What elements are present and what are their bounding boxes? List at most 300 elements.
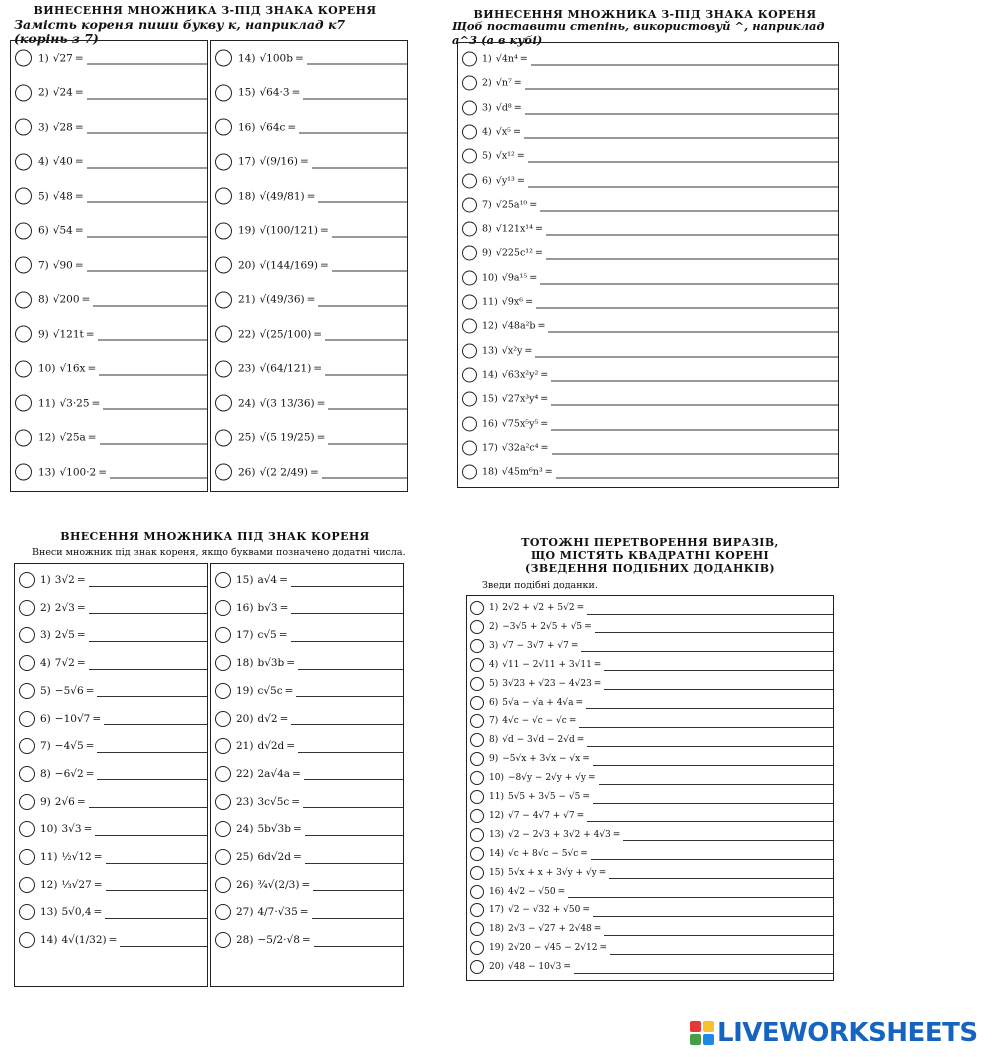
answer-radio[interactable]: [470, 941, 484, 955]
exercise-number: 8): [482, 223, 492, 235]
answer-input[interactable]: [291, 712, 403, 725]
exercise-expression: √75x⁵y⁵: [501, 418, 539, 429]
exercise-number: 9): [38, 328, 49, 340]
exercise-row: [458, 222, 838, 237]
exercise-row: [458, 416, 838, 431]
exercise-expression: 3√23 + √23 − 4√23: [502, 678, 592, 689]
equals-sign: =: [313, 362, 323, 375]
answer-radio[interactable]: [470, 601, 484, 615]
exercise-row: [11, 153, 207, 170]
answer-radio[interactable]: [215, 360, 232, 377]
answer-input[interactable]: [95, 823, 207, 836]
answer-input[interactable]: [328, 397, 407, 410]
answer-input[interactable]: [528, 174, 838, 187]
answer-radio[interactable]: [470, 866, 484, 880]
exercise-number: 23): [236, 795, 254, 808]
answer-radio[interactable]: [462, 295, 477, 310]
answer-input[interactable]: [106, 851, 207, 864]
answer-radio[interactable]: [215, 711, 231, 727]
answer-input[interactable]: [551, 368, 838, 381]
answer-input[interactable]: [318, 293, 407, 306]
answer-input[interactable]: [524, 125, 838, 138]
exercise-expression: √(2 2/49): [259, 466, 308, 478]
answer-radio[interactable]: [15, 291, 32, 308]
answer-radio[interactable]: [19, 738, 35, 754]
section-a-right-box: [210, 40, 408, 492]
exercise-number: 18): [482, 466, 498, 478]
answer-radio[interactable]: [19, 904, 35, 920]
exercise-number: 1): [489, 603, 499, 613]
exercise-expression: d√2d: [257, 740, 285, 753]
answer-input[interactable]: [581, 639, 833, 652]
answer-radio[interactable]: [470, 639, 484, 653]
exercise-number: 14): [489, 848, 504, 859]
answer-input[interactable]: [296, 684, 403, 697]
exercise-number: 10): [482, 272, 498, 284]
answer-radio[interactable]: [470, 696, 484, 710]
equals-sign: =: [81, 293, 91, 306]
liveworksheets-logo: [690, 1018, 978, 1048]
section-b-title: ВИНЕСЕННЯ МНОЖНИКА З-ПІД ЗНАКА КОРЕНЯ: [473, 8, 817, 21]
exercise-number: 2): [482, 77, 492, 89]
answer-radio[interactable]: [15, 257, 32, 274]
answer-input[interactable]: [548, 320, 838, 333]
equals-sign: =: [575, 697, 584, 708]
answer-radio[interactable]: [19, 932, 35, 948]
exercise-expression: 7√2: [54, 657, 75, 670]
exercise-number: 5): [482, 150, 492, 162]
answer-radio[interactable]: [19, 821, 35, 837]
equals-sign: =: [287, 121, 297, 133]
exercise-expression: √9a¹⁵: [501, 272, 528, 284]
answer-radio[interactable]: [215, 683, 231, 699]
exercise-row: [467, 809, 833, 823]
exercise-row: [467, 922, 833, 936]
exercise-number: 1): [482, 53, 492, 65]
exercise-row: [15, 932, 207, 948]
equals-sign: =: [587, 773, 596, 784]
answer-input[interactable]: [525, 101, 838, 114]
exercise-number: 15): [489, 867, 504, 878]
answer-input[interactable]: [120, 934, 207, 947]
answer-radio[interactable]: [462, 270, 477, 285]
exercise-row: [15, 572, 207, 588]
answer-input[interactable]: [587, 809, 833, 822]
answer-radio[interactable]: [19, 572, 35, 588]
answer-input[interactable]: [551, 417, 838, 430]
answer-radio[interactable]: [19, 766, 35, 782]
exercise-number: 27): [236, 906, 254, 919]
exercise-number: 6): [482, 175, 492, 186]
answer-input[interactable]: [304, 767, 403, 780]
answer-input[interactable]: [104, 712, 207, 725]
answer-radio[interactable]: [462, 100, 477, 115]
answer-radio[interactable]: [15, 84, 32, 101]
answer-input[interactable]: [89, 601, 207, 614]
exercise-row: [467, 885, 833, 899]
answer-input[interactable]: [298, 657, 403, 670]
answer-input[interactable]: [556, 466, 838, 479]
equals-sign: =: [540, 393, 549, 405]
answer-input[interactable]: [568, 885, 833, 898]
answer-radio[interactable]: [470, 885, 484, 899]
answer-input[interactable]: [604, 658, 833, 671]
equals-sign: =: [593, 659, 602, 670]
exercise-number: 18): [489, 924, 504, 935]
answer-input[interactable]: [298, 740, 403, 753]
answer-input[interactable]: [93, 293, 207, 306]
exercise-number: 24): [236, 823, 254, 836]
answer-input[interactable]: [595, 620, 833, 633]
exercise-row: [211, 153, 407, 170]
answer-radio[interactable]: [215, 257, 232, 274]
answer-radio[interactable]: [19, 794, 35, 810]
exercise-row: [211, 655, 403, 671]
answer-input[interactable]: [599, 772, 834, 785]
answer-radio[interactable]: [462, 197, 477, 212]
exercise-expression: √48: [52, 190, 73, 202]
equals-sign: =: [316, 431, 326, 444]
answer-radio[interactable]: [215, 326, 232, 343]
answer-radio[interactable]: [15, 50, 32, 67]
equals-sign: =: [76, 795, 86, 808]
exercise-number: 21): [236, 740, 254, 753]
exercise-expression: √(49/81): [259, 190, 305, 202]
answer-radio[interactable]: [15, 395, 32, 412]
logo-text: LIVEWORKSHEETS: [717, 1018, 978, 1048]
exercise-number: 17): [238, 155, 256, 168]
exercise-row: [467, 677, 833, 691]
answer-input[interactable]: [604, 677, 833, 690]
answer-input[interactable]: [586, 696, 833, 709]
exercise-expression: 2√5: [54, 629, 75, 642]
answer-radio[interactable]: [470, 809, 484, 823]
answer-input[interactable]: [587, 602, 833, 615]
answer-input[interactable]: [531, 53, 838, 66]
equals-sign: =: [568, 716, 577, 727]
answer-input[interactable]: [100, 431, 207, 444]
exercise-expression: √(25/100): [259, 328, 312, 340]
equals-sign: =: [92, 712, 102, 725]
answer-radio[interactable]: [15, 119, 32, 136]
answer-input[interactable]: [593, 904, 833, 917]
logo-icon: [690, 1021, 714, 1045]
answer-input[interactable]: [314, 934, 403, 947]
answer-input[interactable]: [313, 878, 403, 891]
answer-input[interactable]: [546, 223, 838, 236]
answer-input[interactable]: [623, 828, 833, 841]
exercise-expression: √9x⁶: [501, 296, 524, 308]
answer-input[interactable]: [87, 190, 207, 203]
answer-input[interactable]: [540, 198, 838, 211]
section-a-left-box: [10, 40, 208, 492]
exercise-expression: √64c: [259, 121, 286, 133]
exercise-row: [211, 904, 403, 920]
answer-input[interactable]: [87, 155, 207, 168]
exercise-number: 13): [489, 829, 504, 840]
equals-sign: =: [93, 851, 103, 863]
equals-sign: =: [576, 810, 585, 821]
answer-radio[interactable]: [215, 50, 232, 67]
answer-input[interactable]: [318, 190, 407, 203]
answer-radio[interactable]: [470, 790, 484, 804]
exercise-number: 8): [489, 735, 499, 746]
answer-input[interactable]: [87, 121, 207, 134]
answer-input[interactable]: [87, 259, 207, 272]
exercise-row: [211, 326, 407, 343]
answer-input[interactable]: [525, 77, 838, 90]
equals-sign: =: [612, 829, 621, 840]
answer-input[interactable]: [87, 52, 207, 65]
answer-input[interactable]: [97, 740, 207, 753]
answer-radio[interactable]: [215, 600, 231, 616]
exercise-row: [211, 257, 407, 274]
answer-input[interactable]: [587, 734, 833, 747]
answer-radio[interactable]: [19, 711, 35, 727]
answer-input[interactable]: [305, 823, 403, 836]
section-d-box: [466, 595, 834, 981]
exercise-expression: 4√2 − √50: [507, 886, 556, 897]
exercise-number: 25): [238, 431, 256, 444]
exercise-number: 10): [489, 773, 504, 784]
answer-input[interactable]: [593, 791, 833, 804]
exercise-row: [211, 222, 407, 239]
exercise-number: 5): [38, 190, 49, 202]
exercise-row: [458, 197, 838, 212]
answer-radio[interactable]: [215, 119, 232, 136]
answer-input[interactable]: [89, 795, 207, 808]
exercise-expression: 2√20 − √45 − 2√12: [507, 943, 598, 954]
answer-radio[interactable]: [462, 319, 477, 334]
answer-input[interactable]: [110, 466, 207, 479]
answer-input[interactable]: [325, 328, 407, 341]
answer-input[interactable]: [106, 878, 207, 891]
answer-input[interactable]: [551, 393, 838, 406]
answer-radio[interactable]: [15, 188, 32, 205]
answer-input[interactable]: [303, 86, 407, 99]
exercise-row: [458, 124, 838, 139]
answer-input[interactable]: [546, 247, 838, 260]
answer-radio[interactable]: [215, 904, 231, 920]
answer-input[interactable]: [97, 767, 207, 780]
answer-radio[interactable]: [215, 291, 232, 308]
answer-input[interactable]: [610, 942, 833, 955]
answer-input[interactable]: [87, 86, 207, 99]
exercise-expression: √c + 8√c − 5√c: [507, 848, 579, 859]
exercise-row: [11, 119, 207, 136]
exercise-expression: √64·3: [259, 86, 290, 99]
answer-radio[interactable]: [470, 903, 484, 917]
answer-radio[interactable]: [215, 794, 231, 810]
equals-sign: =: [557, 886, 566, 897]
equals-sign: =: [593, 678, 602, 689]
answer-radio[interactable]: [19, 683, 35, 699]
answer-input[interactable]: [540, 271, 838, 284]
answer-input[interactable]: [291, 601, 403, 614]
answer-radio[interactable]: [470, 771, 484, 785]
answer-input[interactable]: [325, 362, 407, 375]
answer-radio[interactable]: [462, 222, 477, 237]
answer-radio[interactable]: [15, 153, 32, 170]
answer-radio[interactable]: [215, 627, 231, 643]
answer-radio[interactable]: [215, 655, 231, 671]
answer-radio[interactable]: [470, 752, 484, 766]
answer-radio[interactable]: [15, 326, 32, 343]
answer-input[interactable]: [535, 344, 838, 357]
exercise-row: [15, 655, 207, 671]
exercise-number: 13): [40, 906, 58, 919]
exercise-row: [467, 790, 833, 804]
answer-radio[interactable]: [462, 76, 477, 91]
answer-input[interactable]: [299, 121, 407, 134]
answer-input[interactable]: [579, 715, 833, 728]
answer-radio[interactable]: [470, 960, 484, 974]
answer-input[interactable]: [322, 466, 407, 479]
exercise-number: 4): [40, 657, 51, 670]
equals-sign: =: [85, 684, 95, 697]
exercise-number: 6): [489, 697, 499, 708]
answer-input[interactable]: [552, 441, 838, 454]
exercise-row: [458, 149, 838, 164]
answer-radio[interactable]: [215, 429, 232, 446]
answer-input[interactable]: [574, 961, 833, 974]
exercise-row: [15, 683, 207, 699]
answer-radio[interactable]: [470, 922, 484, 936]
answer-input[interactable]: [89, 657, 207, 670]
answer-radio[interactable]: [15, 222, 32, 239]
answer-radio[interactable]: [215, 877, 231, 893]
answer-radio[interactable]: [215, 738, 231, 754]
answer-radio[interactable]: [215, 395, 232, 412]
answer-input[interactable]: [312, 906, 403, 919]
answer-radio[interactable]: [470, 620, 484, 634]
answer-input[interactable]: [332, 224, 407, 237]
answer-radio[interactable]: [462, 440, 477, 455]
answer-input[interactable]: [528, 150, 838, 163]
answer-radio[interactable]: [462, 124, 477, 139]
answer-radio[interactable]: [462, 367, 477, 382]
answer-radio[interactable]: [470, 714, 484, 728]
answer-radio[interactable]: [215, 222, 232, 239]
equals-sign: =: [576, 735, 585, 746]
exercise-row: [211, 849, 403, 865]
answer-input[interactable]: [593, 753, 833, 766]
answer-radio[interactable]: [462, 246, 477, 261]
equals-sign: =: [306, 293, 316, 306]
exercise-number: 19): [489, 943, 504, 954]
exercise-number: 18): [236, 657, 254, 670]
answer-input[interactable]: [291, 574, 403, 587]
exercise-expression: −5√6: [54, 684, 84, 697]
equals-sign: =: [306, 190, 316, 202]
exercise-number: 7): [482, 199, 492, 211]
answer-radio[interactable]: [19, 655, 35, 671]
answer-input[interactable]: [604, 923, 833, 936]
answer-radio[interactable]: [19, 849, 35, 865]
exercise-number: 6): [38, 224, 49, 237]
answer-radio[interactable]: [19, 627, 35, 643]
section-a-instruction: Замість кореня пиши букву к, наприклад к7 (корінь з 7): [14, 17, 346, 46]
answer-radio[interactable]: [215, 932, 231, 948]
exercise-number: 19): [238, 224, 256, 237]
answer-input[interactable]: [312, 155, 407, 168]
answer-input[interactable]: [307, 52, 407, 65]
answer-radio[interactable]: [462, 343, 477, 358]
answer-input[interactable]: [89, 629, 207, 642]
exercise-expression: a√4: [257, 574, 278, 586]
answer-input[interactable]: [305, 851, 403, 864]
exercise-row: [211, 119, 407, 136]
answer-input[interactable]: [87, 224, 207, 237]
equals-sign: =: [582, 754, 590, 765]
answer-input[interactable]: [328, 431, 407, 444]
answer-input[interactable]: [103, 397, 207, 410]
answer-radio[interactable]: [470, 828, 484, 842]
equals-sign: =: [599, 943, 608, 954]
answer-radio[interactable]: [470, 658, 484, 672]
answer-radio[interactable]: [215, 188, 232, 205]
exercise-expression: √x²y: [501, 345, 523, 357]
answer-radio[interactable]: [462, 173, 477, 188]
exercise-row: [211, 794, 403, 810]
exercise-number: 17): [236, 629, 254, 642]
answer-radio[interactable]: [462, 465, 477, 480]
exercise-expression: −10√7: [54, 712, 91, 725]
exercise-number: 10): [40, 823, 58, 836]
answer-radio[interactable]: [215, 84, 232, 101]
equals-sign: =: [513, 77, 522, 89]
answer-radio[interactable]: [215, 464, 232, 481]
equals-sign: =: [513, 102, 522, 114]
exercise-expression: −4√5: [54, 740, 84, 753]
answer-radio[interactable]: [215, 766, 231, 782]
equals-sign: =: [91, 397, 101, 409]
answer-radio[interactable]: [470, 677, 484, 691]
answer-input[interactable]: [97, 684, 207, 697]
answer-input[interactable]: [303, 795, 403, 808]
answer-radio[interactable]: [462, 416, 477, 431]
answer-input[interactable]: [536, 296, 838, 309]
answer-radio[interactable]: [15, 360, 32, 377]
exercise-row: [467, 714, 833, 728]
answer-radio[interactable]: [15, 429, 32, 446]
section-d-title-line-2: ЩО МІСТЯТЬ КВАДРАТНІ КОРЕНІ: [530, 549, 770, 562]
answer-input[interactable]: [591, 847, 833, 860]
answer-radio[interactable]: [462, 52, 477, 67]
answer-input[interactable]: [332, 259, 407, 272]
answer-radio[interactable]: [215, 153, 232, 170]
equals-sign: =: [513, 126, 521, 138]
answer-radio[interactable]: [462, 149, 477, 164]
exercise-number: 3): [482, 102, 492, 114]
answer-radio[interactable]: [19, 877, 35, 893]
exercise-expression: −6√2: [54, 767, 84, 780]
answer-radio[interactable]: [470, 733, 484, 747]
answer-radio[interactable]: [462, 392, 477, 407]
answer-radio[interactable]: [215, 572, 231, 588]
answer-radio[interactable]: [15, 464, 32, 481]
answer-input[interactable]: [609, 866, 833, 879]
answer-input[interactable]: [105, 906, 207, 919]
answer-input[interactable]: [89, 574, 207, 587]
answer-input[interactable]: [98, 328, 207, 341]
answer-radio[interactable]: [215, 821, 231, 837]
answer-input[interactable]: [99, 362, 207, 375]
answer-input[interactable]: [291, 629, 403, 642]
answer-radio[interactable]: [470, 847, 484, 861]
answer-radio[interactable]: [19, 600, 35, 616]
answer-radio[interactable]: [215, 849, 231, 865]
